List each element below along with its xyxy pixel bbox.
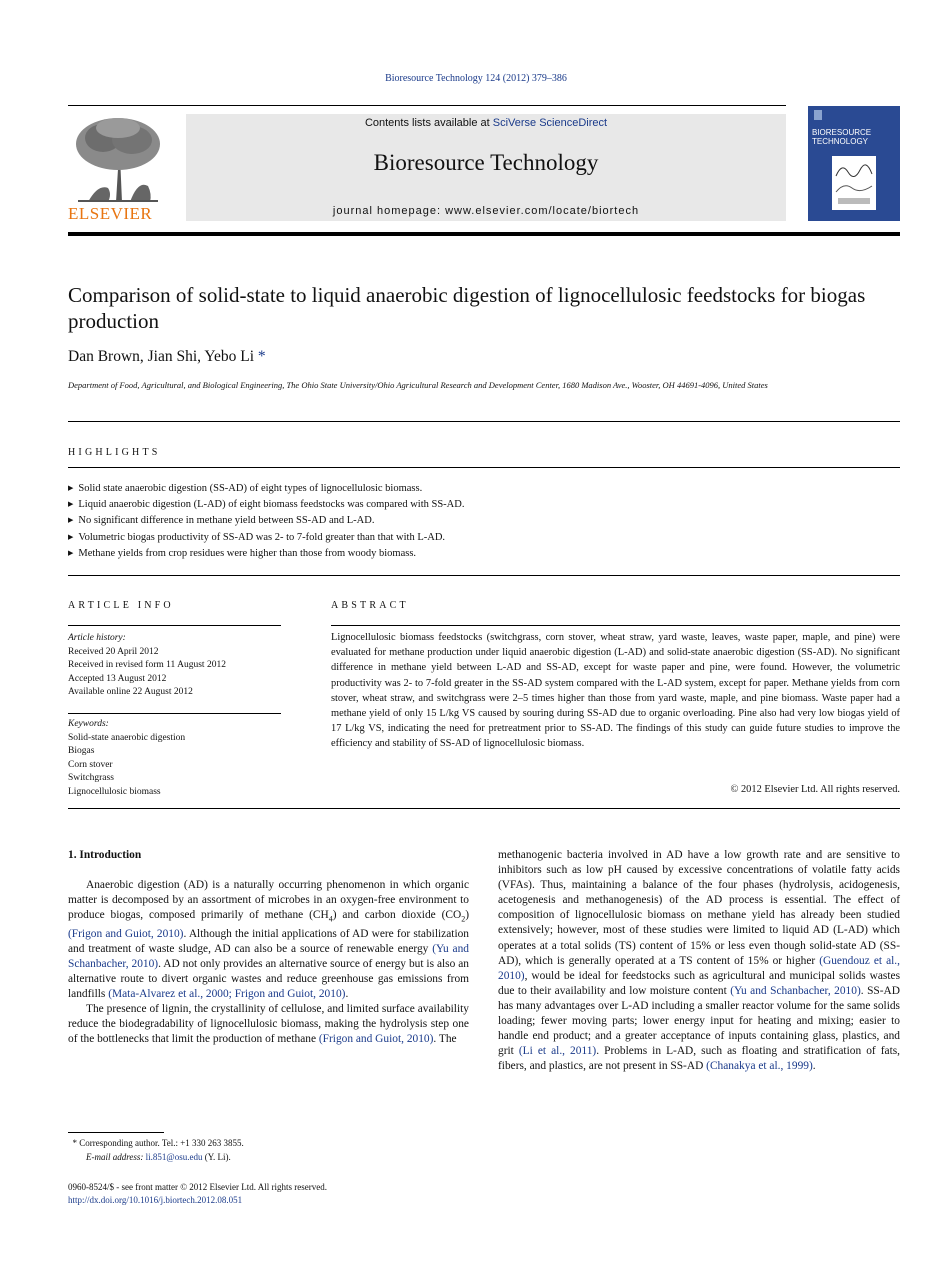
elsevier-wordmark: ELSEVIER (68, 204, 153, 223)
citation-link[interactable]: (Yu and Schanbacher, 2010) (68, 942, 470, 970)
abstract-rule (331, 625, 900, 626)
highlights-bottom-rule (68, 575, 900, 576)
header-thick-rule (68, 232, 900, 236)
intro-paragraph-continued (498, 848, 900, 1074)
contents-prefix: Contents lists available at (364, 117, 493, 129)
article-title: Comparison of solid-state to liquid anaerobic digestion of lignocellulosic feedstocks for biogas production (68, 283, 866, 333)
issn-line: 0960-8524/$ - see front matter © 2012 Elsevier Ltd. All rights reserved. (68, 1182, 328, 1192)
highlight-item: ▶ Volumetric biogas productivity of SS-AD was 2- to 7-fold greater than that with L-AD. (68, 530, 888, 546)
email-owner: (Y. Li). (204, 1151, 231, 1162)
highlight-item: ▶ Methane yields from crop residues were higher than those from woody biomass. (68, 546, 888, 562)
body-text: . Although the initial applications of AD were for stabilization and treatment of waste sludge, AD can also be a source of renewable energy (68, 927, 470, 955)
intro-paragraph-2 (68, 1002, 469, 1047)
author-line (68, 348, 266, 366)
body-text: , would be ideal for feedstocks such as agricultural and municipal solids wastes due to their availability and low moisture content (498, 969, 900, 997)
corresponding-author-text: Corresponding author. Tel.: +1 330 263 3855. (79, 1138, 244, 1148)
highlight-item: ▶ Solid state anaerobic digestion (SS-AD) of eight types of lignocellulosic biomass. (68, 481, 888, 497)
front-matter (68, 1181, 469, 1207)
journal-homepage[interactable]: journal homepage: www.elsevier.com/locate/biortech (332, 205, 640, 217)
keywords-rule (68, 713, 281, 714)
body-column-right (498, 848, 900, 1074)
cover-tab (814, 110, 822, 120)
body-text: ) (465, 909, 470, 922)
keywords-label: Keywords: (68, 719, 109, 729)
email-label: E-mail address: (86, 1151, 144, 1162)
email-link[interactable]: li.851@osu.edu (145, 1151, 203, 1162)
history-entry: Available online 22 August 2012 (68, 687, 193, 697)
highlights-top-rule (68, 421, 900, 422)
article-info-rule (68, 625, 281, 626)
history-label: Article history: (68, 633, 126, 643)
history-entry: Accepted 13 August 2012 (68, 673, 167, 684)
body-text: . SS-AD has many advantages over L-AD including a smaller reactor volume for the same solids loading; fewer moving parts; lower energy input for heating and mixing; easier to handle end product; and a greater acceptance of inputs containing glass, plastics, and grit (498, 984, 900, 1058)
body-text: . (345, 988, 349, 1001)
footnote-mark: * (72, 1138, 77, 1148)
highlights-heading-rule (68, 467, 900, 468)
contents-line (186, 117, 786, 129)
body-text: The presence of lignin, the crystallinity of cellulose, and limited surface availability reduce the biodegradability of lignocellulosic biomass, making the hydrolysis step one of the bottlenecks that limit the production of methane (68, 1003, 469, 1046)
footnote (68, 1137, 469, 1164)
keyword: Solid-state anaerobic digestion (68, 732, 186, 743)
sciencedirect-link[interactable]: SciVerse ScienceDirect (492, 117, 608, 129)
body-text: . Problems in L-AD, such as floating and stratification of fats, fibers, and plastics, are not present in SS-AD (498, 1045, 901, 1073)
body-text: methanogenic bacteria involved in AD have a low growth rate and are sensitive to inhibitors such as low pH caused by excessive concentrations of volatile fatty acids (VFAs). Thus, maintaining a balance of the four phases (hydrolysis, acidogenesis, acetogenesis and methanogenesis) of the AD process is essential. The effect of composition of lignocellulosic biomass on methane yield has already been studied extensively; however, most of these studies were limited to liquid AD (L-AD) which operates at a total solids (TS) content of 15% or less even though solid-state AD (SS-AD), which is generally operated at a TS content of 15% or higher (498, 849, 900, 967)
keyword: Corn stover (68, 759, 113, 770)
body-text: Anaerobic digestion (AD) is a naturally occurring phenomenon in which organic matter is decomposed by an assortment of microbes in an oxygen-free environment to produce biogas, composed primarily of methane (CH (68, 879, 469, 922)
cover-graphic (832, 156, 876, 210)
highlights-heading: HIGHLIGHTS (68, 447, 161, 458)
citation-link[interactable]: (Frigon and Guiot, 2010) (68, 927, 184, 940)
journal-reference[interactable]: Bioresource Technology 124 (2012) 379–386 (385, 73, 567, 84)
citation-link[interactable]: (Mata-Alvarez et al., 2000; Frigon and Guiot, 2010) (108, 988, 346, 1001)
journal-title: Bioresource Technology (373, 150, 599, 175)
corresponding-author-mark[interactable]: * (257, 348, 266, 365)
article-info-heading: ARTICLE INFO (68, 600, 174, 611)
subscript: 2 (461, 914, 466, 924)
body-column-left (68, 848, 469, 1047)
citation-link[interactable]: (Li et al., 2011) (518, 1045, 597, 1058)
highlight-item: ▶ Liquid anaerobic digestion (L-AD) of eight biomass feedstocks was compared with SS-AD. (68, 497, 888, 513)
journal-cover (808, 106, 900, 221)
body-top-rule (68, 808, 900, 809)
email-line (68, 1151, 469, 1165)
subscript: 4 (328, 914, 333, 924)
keywords (68, 718, 283, 799)
corresponding-author-note (68, 1137, 469, 1151)
body-text: ) and carbon dioxide (CO (332, 909, 462, 922)
body-text: . The (433, 1033, 457, 1046)
abstract-copyright: © 2012 Elsevier Ltd. All rights reserved. (730, 784, 900, 795)
doi-link[interactable]: http://dx.doi.org/10.1016/j.biortech.2012.08.051 (68, 1195, 243, 1205)
citation-link[interactable]: (Guendouz et al., 2010) (498, 954, 900, 982)
abstract-heading: ABSTRACT (331, 600, 409, 611)
citation-link[interactable]: (Chanakya et al., 1999) (706, 1060, 813, 1073)
keyword: Biogas (68, 746, 95, 756)
history-entry: Received in revised form 11 August 2012 (68, 660, 226, 670)
body-text: . AD not only provides an alternative source of energy but is also an alternative route to divert organic wastes and reduce greenhouse gas emissions from landfills (68, 957, 469, 1001)
introduction-heading: 1. Introduction (68, 849, 142, 861)
header-top-rule (68, 105, 786, 106)
affiliation: Department of Food, Agricultural, and Biological Engineering, The Ohio State University/Ohio Agricultural Research and Development Center, 1680 Madison Ave., Wooster, OH 44691-4096, United States (68, 380, 768, 390)
keyword: Lignocellulosic biomass (68, 786, 161, 797)
authors: Dan Brown, Jian Shi, Yebo Li (68, 348, 255, 365)
citation-link[interactable]: (Frigon and Guiot, 2010) (318, 1033, 434, 1046)
intro-paragraph-1 (68, 878, 469, 1002)
keyword: Switchgrass (68, 773, 114, 783)
highlight-item: ▶ No significant difference in methane yield between SS-AD and L-AD. (68, 513, 888, 529)
history-entry: Received 20 April 2012 (68, 646, 159, 657)
citation-link[interactable]: (Yu and Schanbacher, 2010) (730, 984, 861, 997)
cover-title: BIORESOURCE TECHNOLOGY (812, 128, 872, 146)
highlights-list (68, 481, 888, 562)
article-history (68, 632, 283, 700)
footnote-rule (68, 1132, 164, 1133)
abstract-text: Lignocellulosic biomass feedstocks (switchgrass, corn stover, wheat straw, yard waste, leaves, waste paper, maple, and pine) were evaluated for methane production under liquid anaerobic digestion (L-AD) and solid-state anaerobic digestion (SS-AD). No significant difference in methane yield between L-AD and SS-AD, except for waste paper and pine, were found. However, the volumetric productivity was 2- to 7-fold greater in the SS-AD system compared with the L-AD system, except for paper. Methane yields from corn stover, wheat straw, and switchgrass were 2–5 times higher than those from yard waste, maple, and pine biomass. Waste paper had a methane yield of only 15 L/kg VS caused by souring during SS-AD due to organic overloading. Pine also had very low biogas yield of 17 L/kg VS, indicating the need for pretreatment prior to SS-AD. The findings of this study can guide future studies to improve the efficiency and stability of SS-AD of lignocellulosic biomass. (331, 632, 900, 750)
body-text: . (812, 1060, 816, 1073)
